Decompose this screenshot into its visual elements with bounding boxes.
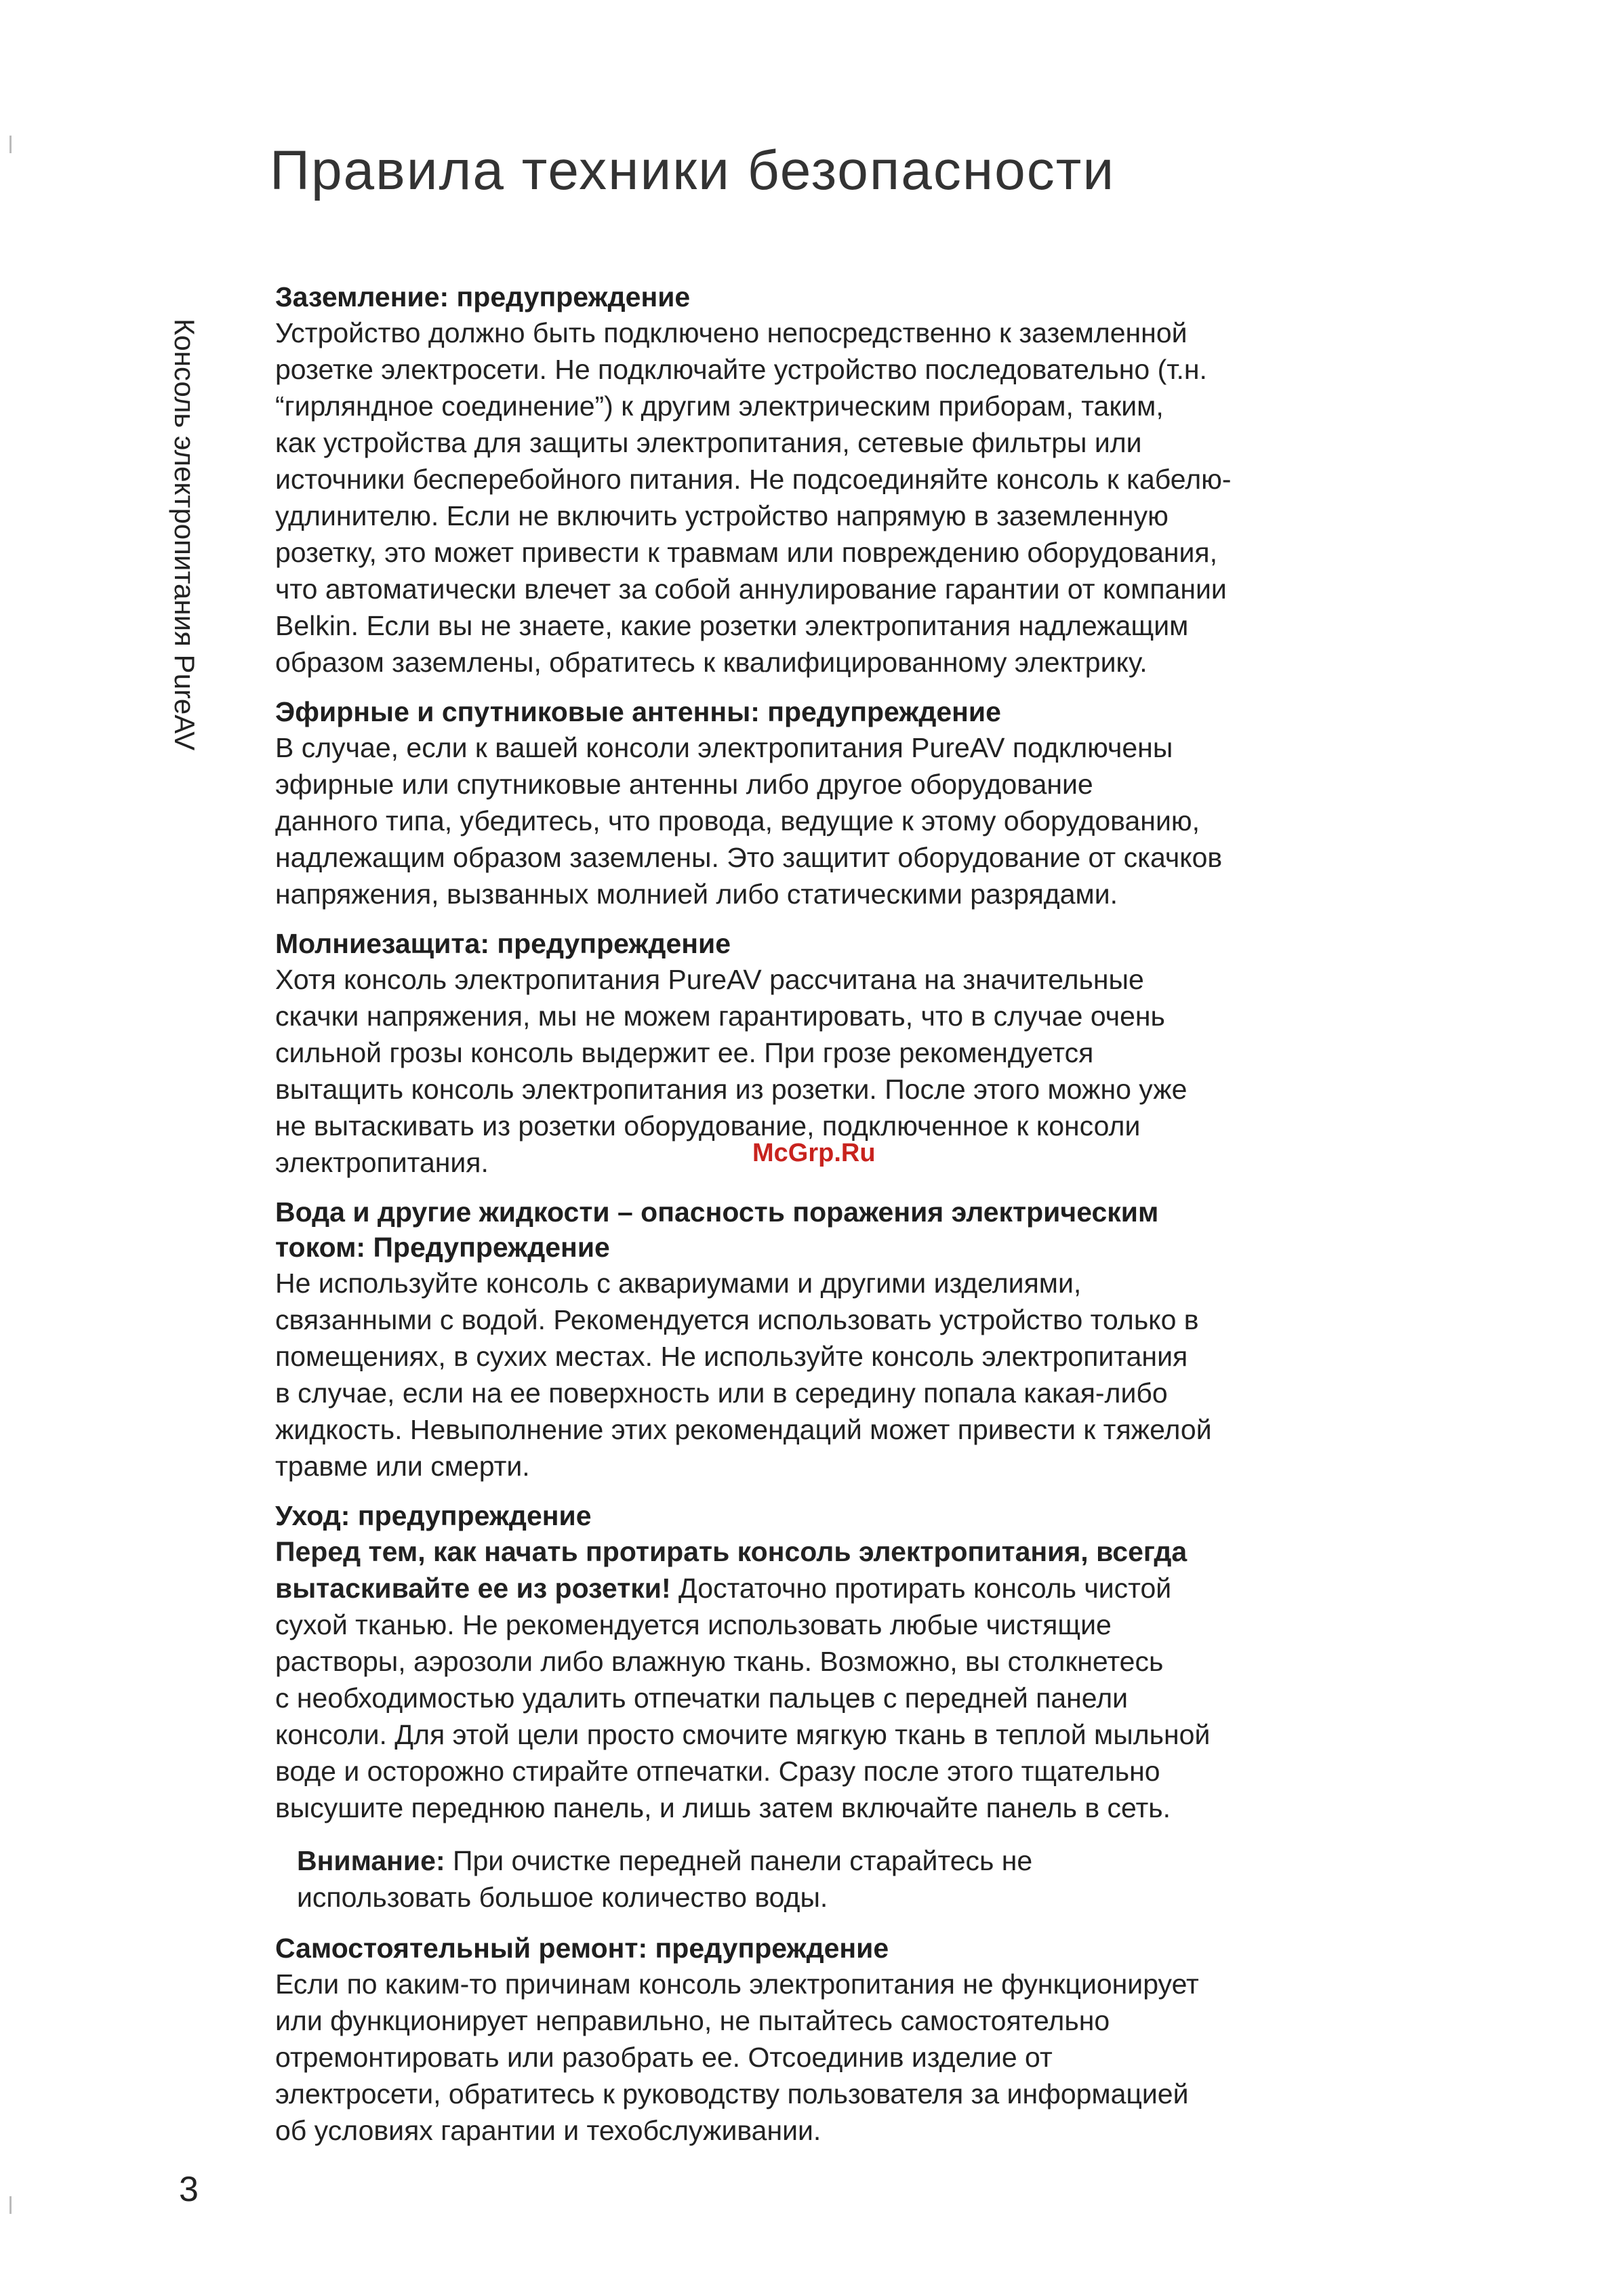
section-bold-lead: Перед тем, как начать протирать консоль электропитания, всегда вытаскивайте ее из розетки! (275, 1536, 1187, 1604)
side-running-header: Консоль электропитания PureAV (169, 319, 201, 751)
section-heading: Самостоятельный ремонт: предупреждение (275, 1933, 889, 1964)
section-text: Если по каким-то причинам консоль электропитания не функционирует или функционирует неправильно, не пытайтесь самостоятельно отремонтировать или разобрать ее. Отсоединив изделие от электросети, обратитесь к руководству пользователя за информацией об условиях гарантии и техобслуживании. (275, 1968, 1199, 2146)
section-liquids (275, 1194, 1387, 1484)
page-number: 3 (179, 2170, 199, 2209)
section-text-rest: Достаточно протирать консоль чистой сухой тканью. Не рекомендуется использовать любые чистящие растворы, аэрозоли либо влажную ткань. Возможно, вы столкнетесь с необходимостью удалить отпечатки пальцев с передней панели консоли. Для этой цели просто смочите мягкую ткань в теплой мыльной воде и осторожно стирайте отпечатки. Сразу после этого тщательно высушите переднюю панель, и лишь затем включайте панель в сеть. (275, 1573, 1211, 1823)
scan-edge-mark-top (9, 136, 12, 153)
section-text: Устройство должно быть подключено непосредственно к заземленной розетке электросети. Не подключайте устройство последовательно (т.н. “гирляндное соединение”) к другим электрическим приборам, таким, как устройства для защиты электропитания, сетевые фильтры или источники бесперебойного питания. Не подсоединяйте консоль к кабелю- удлинителю. Если не включить устройство напрямую в заземленную розетку, это может привести к травмам или повреждению оборудования, что автоматически влечет за собой аннулирование гарантии от компании Belkin. Если вы не знаете, какие розетки электропитания надлежащим образом заземлены, обратитесь к квалифицированному электрику. (275, 317, 1232, 678)
section-text: Не используйте консоль с аквариумами и другими изделиями, связанными с водой. Рекомендуется использовать устройство только в помещениях, в сухих местах. Не используйте консоль электропитания в случае, если на ее поверхность или в середину попала какая-либо жидкость. Невыполнение этих рекомендаций может привести к тяжелой травме или смерти. (275, 1268, 1212, 1482)
page-title: Правила техники безопасности (270, 140, 1116, 201)
scan-edge-mark-bottom (9, 2196, 12, 2214)
watermark: McGrp.Ru (752, 1139, 876, 1167)
section-antennas (275, 694, 1387, 912)
section-heading: Вода и другие жидкости – опасность поражения электрическим током: Предупреждение (275, 1196, 1159, 1263)
section-text: Хотя консоль электропитания PureAV рассчитана на значительные скачки напряжения, мы не можем гарантировать, что в случае очень сильной грозы консоль выдержит ее. При грозе рекомендуется вытащить консоль электропитания из розетки. После этого можно уже не вытаскивать из розетки оборудование, подключенное к консоли электропитания. (275, 964, 1187, 1178)
care-note (297, 1842, 1387, 1916)
section-care (275, 1498, 1387, 1916)
note-label: Внимание: (297, 1845, 445, 1876)
section-heading: Заземление: предупреждение (275, 281, 691, 312)
section-heading: Уход: предупреждение (275, 1500, 592, 1531)
section-heading: Эфирные и спутниковые антенны: предупреждение (275, 696, 1001, 727)
section-grounding (275, 279, 1387, 681)
section-text: В случае, если к вашей консоли электропитания PureAV подключены эфирные или спутниковые антенны либо другое оборудование данного типа, убедитесь, что провода, ведущие к этому оборудованию, надлежащим образом заземлены. Это защитит оборудование от скачков напряжения, вызванных молнией либо статическими разрядами. (275, 732, 1223, 910)
section-self-repair (275, 1931, 1387, 2149)
note-text: При очистке передней панели старайтесь не использовать большое количество воды. (297, 1845, 1033, 1913)
section-heading: Молниезащита: предупреждение (275, 928, 731, 959)
section-text (275, 1533, 1387, 1826)
document-body (275, 279, 1387, 2162)
